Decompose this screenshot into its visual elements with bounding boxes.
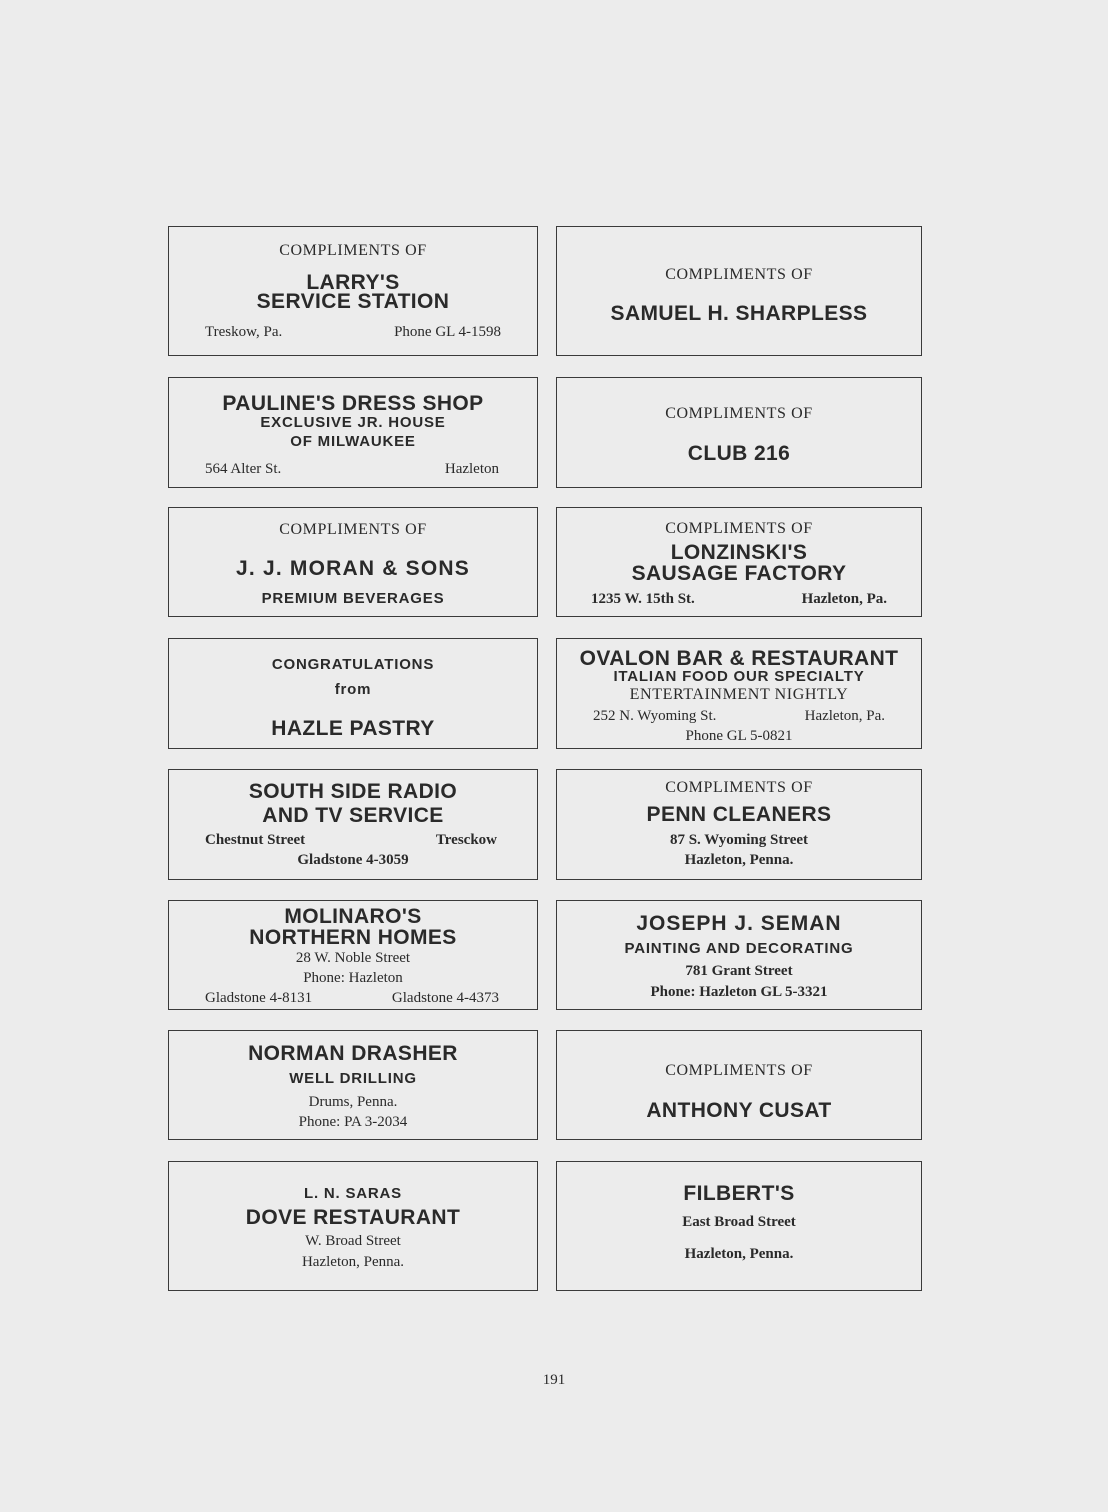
business-name: FILBERT'S <box>683 1182 795 1205</box>
owner-name: L. N. SARAS <box>304 1185 402 1202</box>
address-line2: Hazleton, Penna. <box>684 852 794 868</box>
ad-larrys-service-station <box>168 226 538 356</box>
address-text: 564 Alter St. <box>205 461 282 477</box>
business-name-line2: NORTHERN HOMES <box>249 926 457 949</box>
ad-lonzinskis-sausage <box>556 507 922 617</box>
business-subtitle: WELL DRILLING <box>289 1070 417 1087</box>
business-name: HAZLE PASTRY <box>271 717 435 740</box>
address-line2: Phone: Hazleton GL 5-3321 <box>650 984 828 1000</box>
business-name: LONZINSKI'S <box>670 541 808 564</box>
ad-samuel-sharpless <box>556 226 922 356</box>
phone-1: Gladstone 4-8131 <box>205 990 313 1006</box>
business-name: J. J. MORAN & SONS <box>236 557 470 580</box>
city-text: Hazleton <box>444 461 499 477</box>
compliments-text: COMPLIMENTS OF <box>279 521 427 538</box>
ad-dove-restaurant <box>168 1161 538 1291</box>
address-line1: 87 S. Wyoming Street <box>669 832 809 848</box>
business-name: MOLINARO'S <box>284 905 422 928</box>
business-name: LARRY'S <box>306 271 400 294</box>
city-text: Hazleton, Pa. <box>801 591 887 607</box>
address-line2: Phone: PA 3-2034 <box>298 1114 408 1130</box>
ad-hazle-pastry <box>168 638 538 749</box>
business-name: ANTHONY CUSAT <box>646 1099 832 1122</box>
ad-club-216 <box>556 377 922 488</box>
address-line1: Drums, Penna. <box>308 1094 398 1110</box>
phone-text: Phone GL 5-0821 <box>685 728 793 744</box>
business-name: PENN CLEANERS <box>646 803 832 826</box>
business-name: SOUTH SIDE RADIO <box>248 780 458 803</box>
tagline-text: ENTERTAINMENT NIGHTLY <box>629 686 849 703</box>
business-subtitle: PREMIUM BEVERAGES <box>261 590 445 607</box>
compliments-text: COMPLIMENTS OF <box>665 266 813 283</box>
business-name-line2: SERVICE STATION <box>256 290 450 313</box>
ad-south-side-radio <box>168 769 538 880</box>
ad-norman-drasher <box>168 1030 538 1140</box>
compliments-text: COMPLIMENTS OF <box>665 1062 813 1079</box>
ad-molinaros-northern-homes <box>168 900 538 1010</box>
address-line1: 28 W. Noble Street <box>295 950 411 966</box>
business-name-line2: SAUSAGE FACTORY <box>631 562 847 585</box>
address-line2: Hazleton, Penna. <box>684 1246 794 1262</box>
ad-paulines-dress-shop <box>168 377 538 488</box>
business-name: CLUB 216 <box>687 442 791 465</box>
greeting-text: CONGRATULATIONS <box>271 656 435 673</box>
street-text: Chestnut Street <box>205 832 306 848</box>
address-text: 252 N. Wyoming St. <box>593 708 717 724</box>
compliments-text: COMPLIMENTS OF <box>665 405 813 422</box>
compliments-text: COMPLIMENTS OF <box>665 520 813 537</box>
address-text: 1235 W. 15th St. <box>591 591 695 607</box>
business-subtitle: EXCLUSIVE JR. HOUSE <box>260 414 446 431</box>
address-line1: East Broad Street <box>682 1214 796 1230</box>
phone-text: Phone GL 4-1598 <box>394 324 501 340</box>
ad-moran-and-sons <box>168 507 538 617</box>
location-text: Treskow, Pa. <box>205 324 283 340</box>
from-text: from <box>334 681 372 698</box>
compliments-text: COMPLIMENTS OF <box>279 242 427 259</box>
business-name: OVALON BAR & RESTAURANT <box>579 647 899 670</box>
compliments-text: COMPLIMENTS OF <box>665 779 813 796</box>
business-subtitle-line2: OF MILWAUKEE <box>290 433 416 450</box>
business-subtitle: ITALIAN FOOD OUR SPECIALTY <box>613 668 865 685</box>
business-subtitle: PAINTING AND DECORATING <box>624 940 854 957</box>
business-name-line2: AND TV SERVICE <box>262 804 444 827</box>
town-text: Tresckow <box>435 832 497 848</box>
business-name: SAMUEL H. SHARPLESS <box>610 302 868 325</box>
address-line1: 781 Grant Street <box>685 963 793 979</box>
address-line1: W. Broad Street <box>305 1233 401 1249</box>
address-line2: Phone: Hazleton <box>303 970 403 986</box>
phone-text: Gladstone 4-3059 <box>297 852 409 868</box>
ad-anthony-cusat <box>556 1030 922 1140</box>
city-text: Hazleton, Pa. <box>804 708 885 724</box>
business-name: PAULINE'S DRESS SHOP <box>222 392 484 415</box>
page-number: 191 <box>542 1372 566 1388</box>
business-name: DOVE RESTAURANT <box>245 1206 461 1229</box>
phone-2: Gladstone 4-4373 <box>391 990 499 1006</box>
business-name: JOSEPH J. SEMAN <box>636 912 842 935</box>
ad-joseph-seman <box>556 900 922 1010</box>
address-line2: Hazleton, Penna. <box>301 1254 405 1270</box>
ad-filberts <box>556 1161 922 1291</box>
ad-ovalon-bar <box>556 638 922 749</box>
business-name: NORMAN DRASHER <box>248 1042 458 1065</box>
ad-penn-cleaners <box>556 769 922 880</box>
